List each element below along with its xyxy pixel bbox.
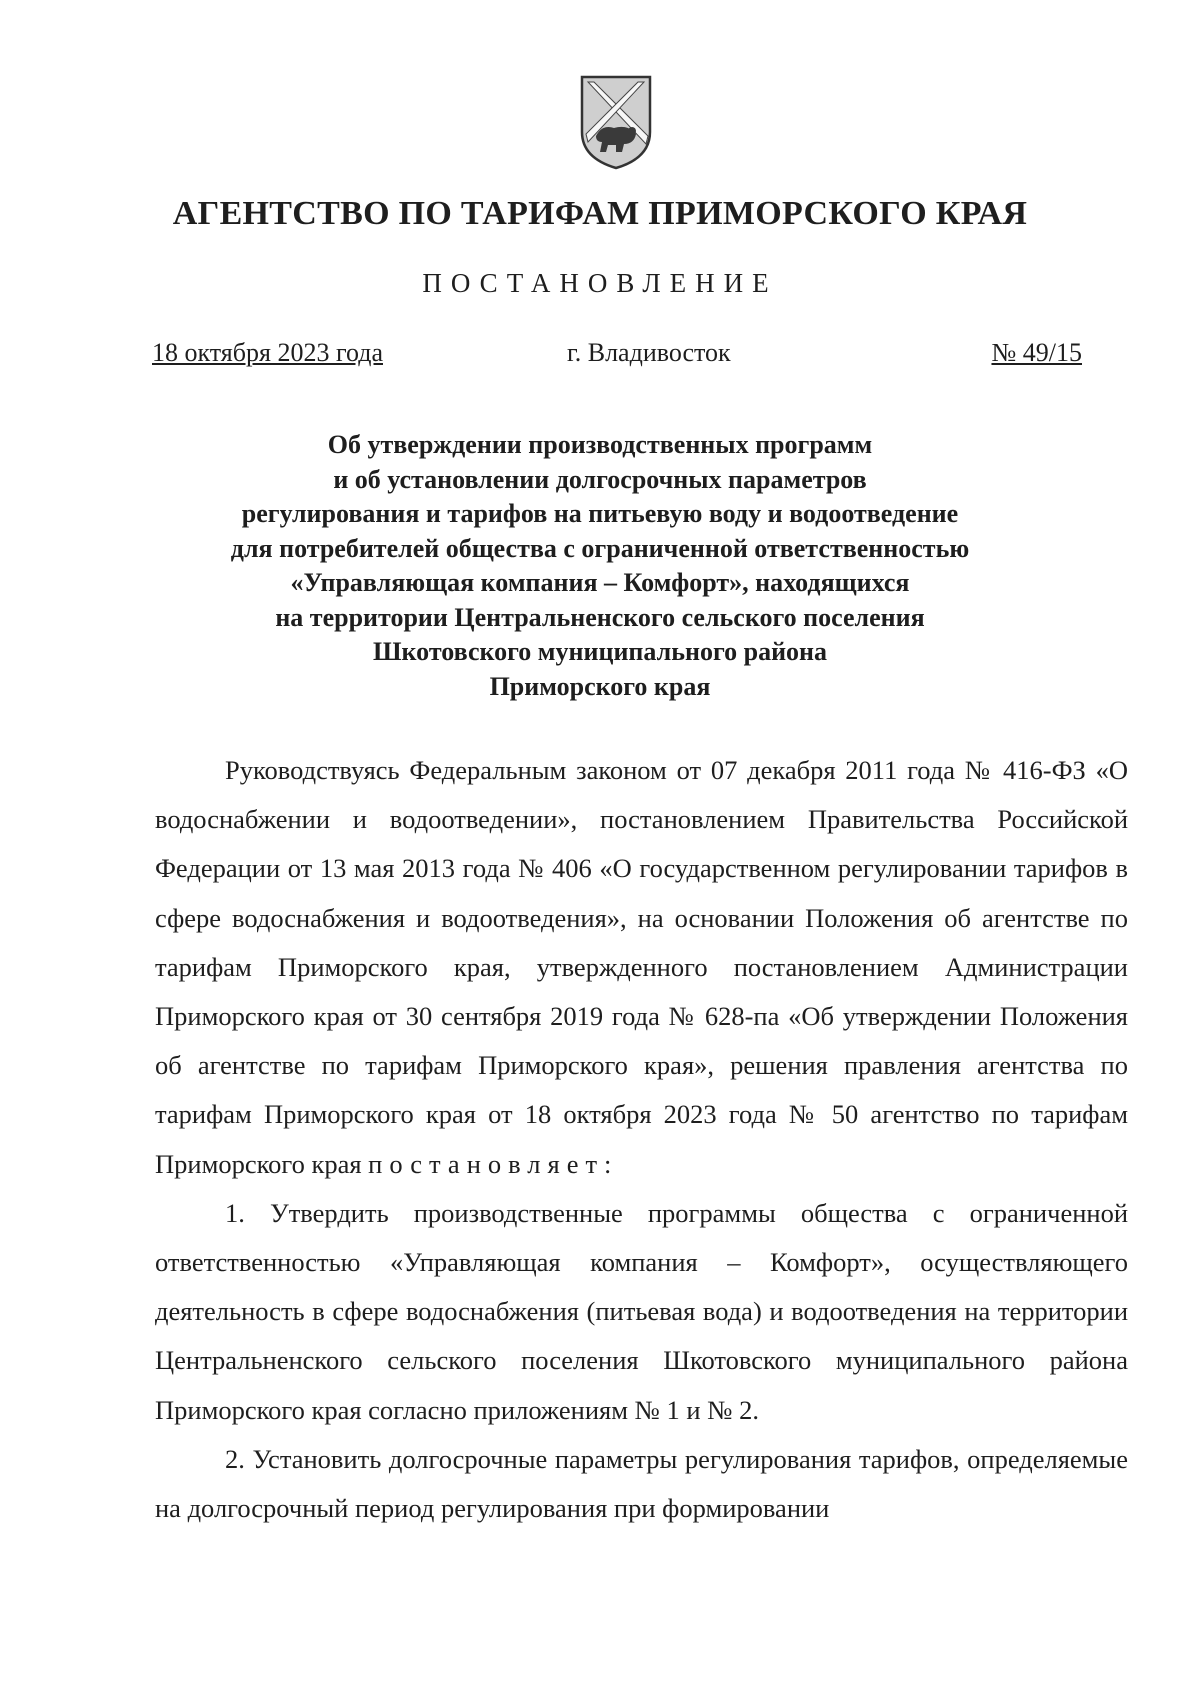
item-2-paragraph: 2. Установить долгосрочные параметры регулирования тарифов, определяемые на долгосрочный период регулирования при формировании [155, 1443, 1128, 1524]
document-city: г. Владивосток [567, 338, 731, 367]
document-type: ПОСТАНОВЛЕНИЕ [422, 268, 778, 298]
title-line: «Управляющая компания – Комфорт», находящихся [290, 568, 910, 597]
title-line: на территории Центральненского сельского поселения [275, 602, 925, 632]
document-body [155, 746, 1128, 1533]
agency-title: АГЕНТСТВО ПО ТАРИФАМ ПРИМОРСКОГО КРАЯ [172, 195, 1028, 232]
title-line: Шкотовского муниципального района [372, 637, 828, 666]
item-1-paragraph: 1. Утвердить производственные программы общества с ограниченной ответственностью «Управляющая компания – Комфорт», осуществляющего деятельность в сфере водоснабжения (питьевая вода) и водоотведения на территории Центральненского сельского поселения Шкотовского муниципального района Приморского края согласно приложениям № 1 и № 2. [155, 1197, 1128, 1425]
title-line: Об утверждении производственных программ [327, 430, 873, 459]
preamble-text: Руководствуясь Федеральным законом от 07 декабря 2011 года № 416-ФЗ «О водоснабжении и водоотведении», постановлением Правительства Российской Федерации от 13 мая 2013 года № 406 «О государственном регулировании тарифов в сфере водоснабжения и водоотведения», на основании Положения об агентстве по тарифам Приморского края, утвержденного постановлением Администрации Приморского края от 30 сентября 2019 года № 628-па «Об утверждении Положения об агентстве по тарифам Приморского края», решения правления агентства по тарифам Приморского края от 18 октября 2023 года № 50 агентство по тарифам Приморского края [155, 755, 1128, 1179]
document-title [150, 428, 1050, 704]
document-number: № 49/15 [991, 338, 1082, 367]
title-line: Приморского края [489, 671, 711, 701]
title-line: для потребителей общества с ограниченной ответственностью [230, 533, 970, 563]
title-line: регулирования и тарифов на питьевую воду и водоотведение [241, 499, 959, 528]
preamble-paragraph [155, 746, 1128, 1189]
preamble-verb: постановляет: [368, 1148, 619, 1179]
document-date: 18 октября 2023 года [152, 338, 383, 367]
coat-of-arms-icon [578, 74, 654, 170]
title-line: и об установлении долгосрочных параметров [333, 464, 867, 494]
